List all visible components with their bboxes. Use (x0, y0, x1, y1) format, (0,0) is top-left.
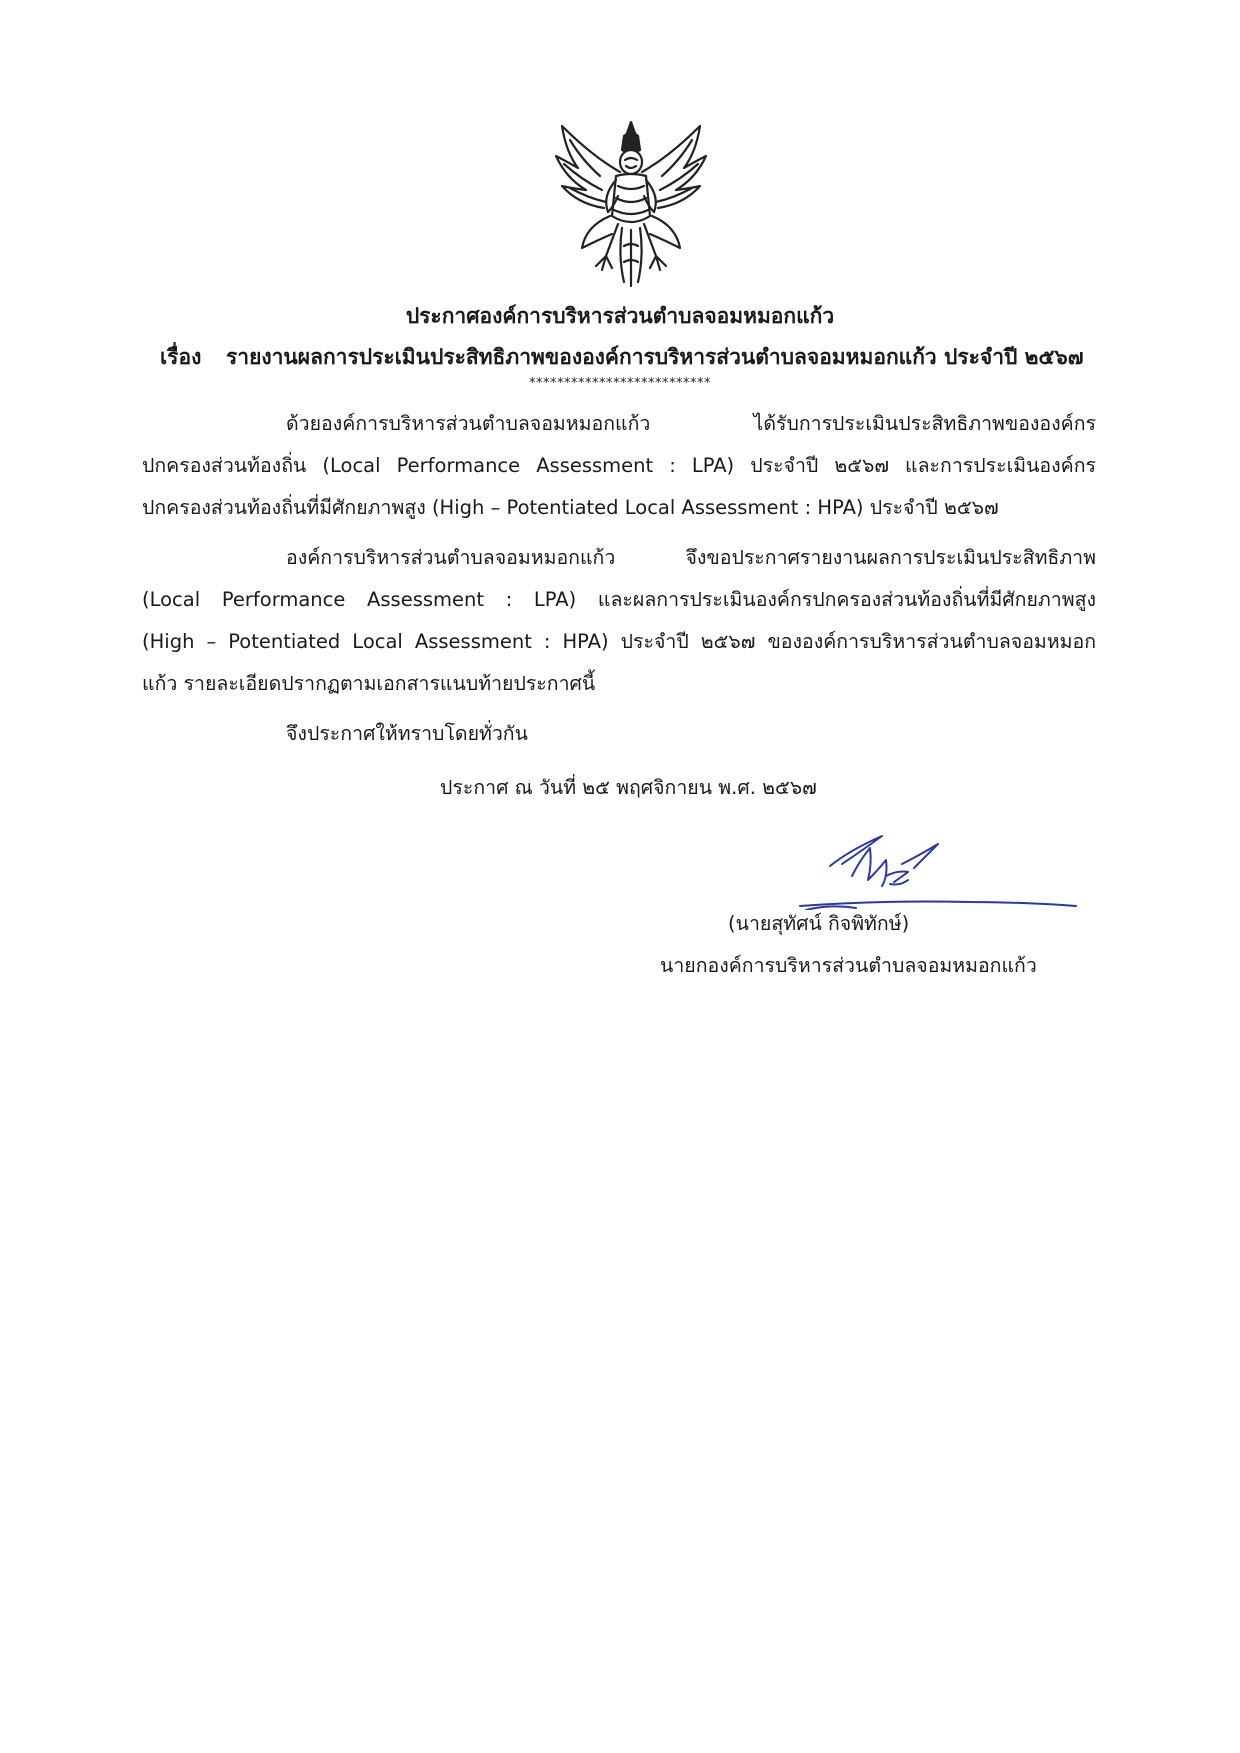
signer-position: นายกองค์การบริหารส่วนตำบลจอมหมอกแก้ว (660, 954, 1037, 977)
announcement-title: ประกาศองค์การบริหารส่วนตำบลจอมหมอกแก้ว (405, 304, 835, 328)
closing-line: จึงประกาศให้ทราบโดยทั่วกัน (286, 722, 528, 745)
paragraph-line: ปกครองส่วนท้องถิ่น (Local Performance Assessment : LPA) ประจำปี ๒๕๖๗ และการประเมินองค์กร (142, 454, 1096, 477)
subject-row (160, 341, 1120, 374)
announcement-date: ประกาศ ณ วันที่ ๒๕ พฤศจิกายน พ.ศ. ๒๕๖๗ (440, 776, 817, 799)
paragraph-line: (Local Performance Assessment : LPA) และผลการประเมินองค์กรปกครองส่วนท้องถิ่นที่มีศักยภาพสูง (142, 588, 1096, 611)
handwritten-signature (790, 820, 1080, 910)
separator-line: ************************** (529, 376, 711, 391)
paragraph-line: องค์การบริหารส่วนตำบลจอมหมอกแก้ว จึงขอประกาศรายงานผลการประเมินประสิทธิภาพ (286, 546, 1096, 569)
paragraph-line: ปกครองส่วนท้องถิ่นที่มีศักยภาพสูง (High – Potentiated Local Assessment : HPA) ประจำปี ๒๕๖๗ (142, 496, 999, 519)
garuda-emblem-icon (552, 116, 710, 288)
subject-label: เรื่อง (160, 345, 202, 369)
subject-text: รายงานผลการประเมินประสิทธิภาพขององค์การบริหารส่วนตำบลจอมหมอกแก้ว ประจำปี ๒๕๖๗ (226, 345, 1084, 369)
paragraph-line: แก้ว รายละเอียดปรากฏตามเอกสารแนบท้ายประกาศนี้ (142, 672, 596, 695)
paragraph-line: (High – Potentiated Local Assessment : HPA) ประจำปี ๒๕๖๗ ขององค์การบริหารส่วนตำบลจอมหมอก (142, 630, 1096, 653)
signer-name: (นายสุทัศน์ กิจพิทักษ์) (728, 912, 910, 935)
paragraph-line: ด้วยองค์การบริหารส่วนตำบลจอมหมอกแก้ว ได้รับการประเมินประสิทธิภาพขององค์กร (286, 412, 1096, 435)
